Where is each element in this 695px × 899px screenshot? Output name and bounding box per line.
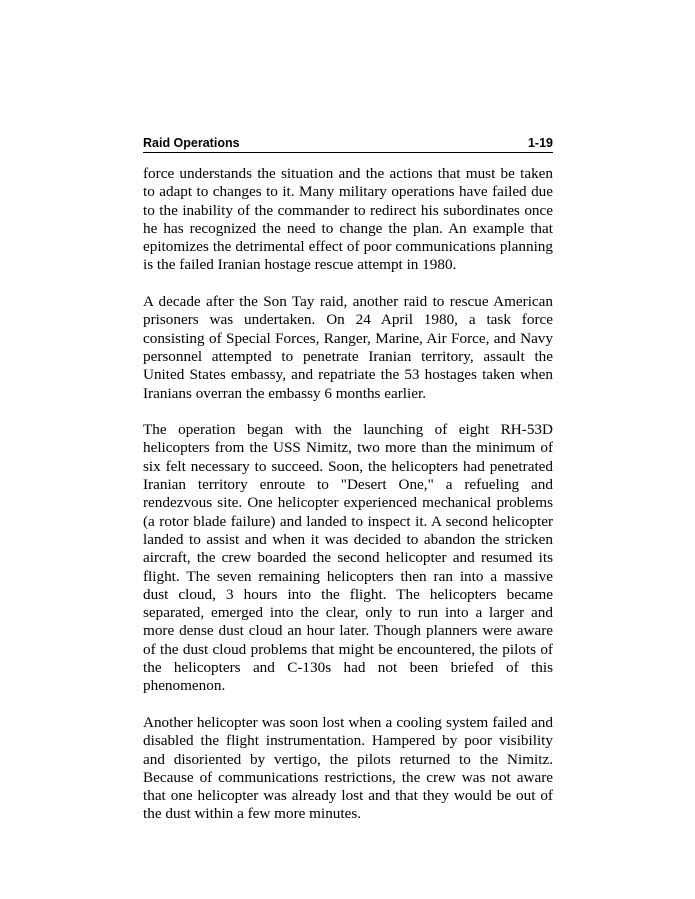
page-number: 1-19 [527,136,553,150]
paragraph: A decade after the Son Tay raid, another raid to rescue American prisoners was undertaken. On 24 April 1980, a task force consisting of Special Forces, Ranger, Marine, Air Force, and Navy personnel attempted to penetrate Iranian territory, assault the United States embassy, and repatriate the 53 hostages taken when Iranians overran the embassy 6 months earlier. [143,293,553,402]
document-body [143,165,553,842]
chapter-title: Raid Operations [143,136,240,150]
paragraph: The operation began with the launching of eight RH-53D helicopters from the USS Nimitz, two more than the minimum of six felt necessary to succeed. Soon, the helicopters had penetrated Iranian territory enroute to "Desert One," a refueling and rendezvous site. One helicopter experienced mechanical problems (a rotor blade failure) and landed to inspect it. A second helicopter landed to assist and when it was decided to abandon the stricken aircraft, the crew boarded the second helicopter and resumed its flight. The seven remaining helicopters then ran into a massive dust cloud, 3 hours into the flight. The helicopters became separated, emerged into the clear, only to run into a larger and more dense dust cloud an hour later. Though planners were aware of the dust cloud problems that might be encountered, the pilots of the helicopters and C-130s had not been briefed of this phenomenon. [143,421,553,695]
paragraph: force understands the situation and the actions that must be taken to adapt to changes to it. Many military operations have failed due to the inability of the commander to redirect his subordinates once he has recognized the need to change the plan. An example that epitomizes the detrimental effect of poor communications planning is the failed Iranian hostage rescue attempt in 1980. [143,165,553,274]
page-header [143,136,553,153]
paragraph: Another helicopter was soon lost when a cooling system failed and disabled the flight instrumentation. Hampered by poor visibility and disoriented by vertigo, the pilots returned to the Nimitz. Because of communications restrictions, the crew was not aware that one helicopter was already lost and that they would be out of the dust within a few more minutes. [143,713,553,823]
